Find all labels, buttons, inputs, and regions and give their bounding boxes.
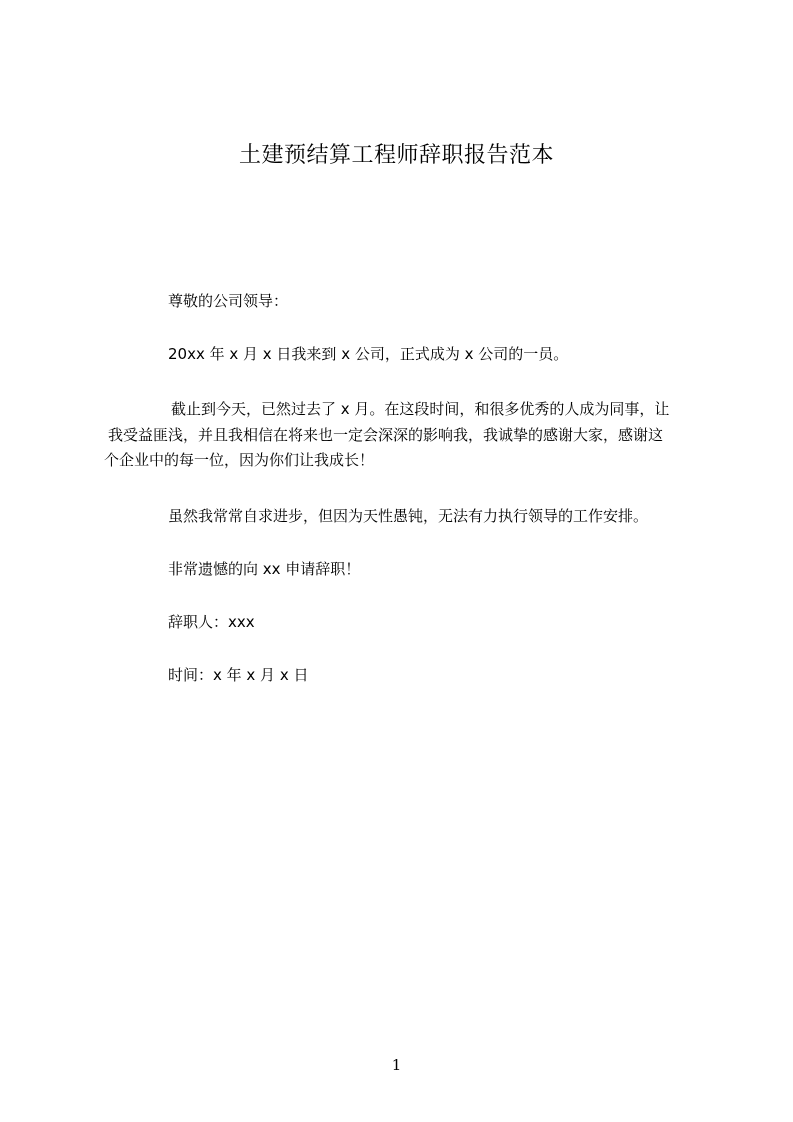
request-paragraph: 非常遗憾的向 xx 申请辞职！ — [168, 560, 361, 578]
document-title: 土建预结算工程师辞职报告范本 — [238, 143, 554, 168]
page-number: 1 — [391, 1056, 402, 1074]
gratitude-line-3: 个企业中的每一位，因为你们让我成长！ — [104, 451, 375, 469]
gratitude-line-2: 我受益匪浅，并且我相信在将来也一定会深深的影响我，我诚挚的感谢大家，感谢这 — [108, 425, 664, 444]
signature-line: 辞职人：xxx — [168, 613, 255, 631]
salutation-text: 尊敬的公司领导： — [168, 292, 289, 310]
reason-paragraph: 虽然我常常自求进步，但因为天性愚钝，无法有力执行领导的工作安排。 — [168, 507, 649, 525]
gratitude-paragraph — [104, 397, 704, 474]
arrival-paragraph: 20xx 年 x 月 x 日我来到 x 公司，正式成为 x 公司的一员。 — [168, 345, 569, 363]
date-line: 时间：x 年 x 月 x 日 — [168, 666, 309, 684]
gratitude-line-1: 截止到今天，已然过去了 x 月。在这段时间，和很多优秀的人成为同事，让 — [171, 400, 670, 418]
